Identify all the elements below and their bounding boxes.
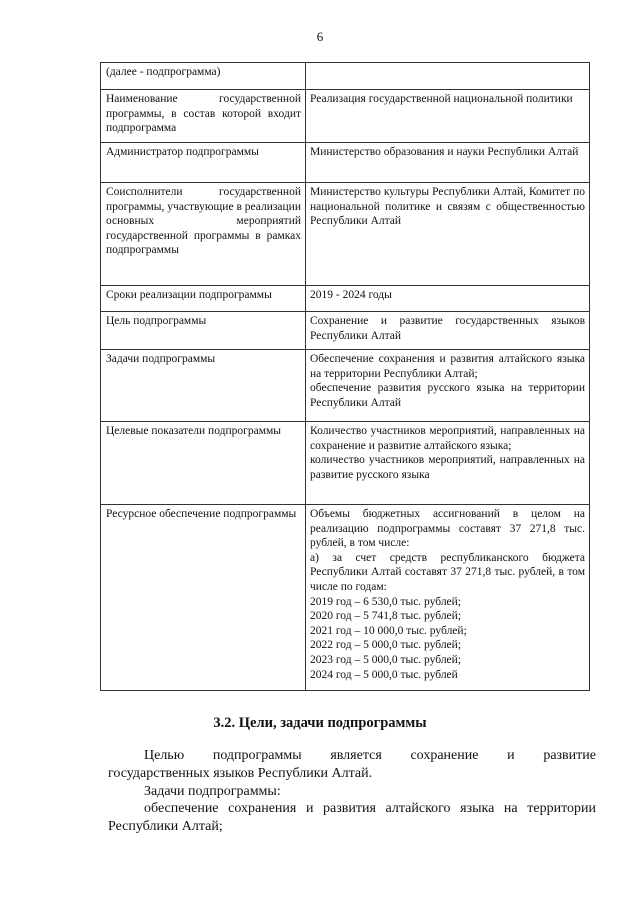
section-body xyxy=(108,747,596,836)
row-value: Сохранение и развитие государственных языков Республики Алтай xyxy=(306,312,590,350)
row-label: Целевые показатели подпрограммы xyxy=(101,422,306,505)
row-value xyxy=(306,63,590,90)
table-row xyxy=(101,350,590,422)
row-value: 2019 - 2024 годы xyxy=(306,286,590,312)
row-label: Цель подпрограммы xyxy=(101,312,306,350)
row-value: Обеспечение сохранения и развития алтайского языка на территории Республики Алтай; обеспечение развития русского языка на территории Республики Алтай xyxy=(306,350,590,422)
row-value: Министерство культуры Республики Алтай, Комитет по национальной политике и связям с общественностью Республики Алтай xyxy=(306,183,590,286)
row-label: Соисполнители государственной программы, участвующие в реализации основных мероприятий государственной программы в рамках подпрограммы xyxy=(101,183,306,286)
row-label: Администратор подпрограммы xyxy=(101,143,306,183)
paragraph-line: Республики Алтай; xyxy=(108,819,223,835)
table-row xyxy=(101,183,590,286)
row-label: (далее - подпрограмма) xyxy=(101,63,306,90)
row-value: Министерство образования и науки Республики Алтай xyxy=(306,143,590,183)
paragraph-line: государственных языков Республики Алтай. xyxy=(108,765,373,781)
paragraph-line: обеспечение сохранения и развития алтайского языка на территории xyxy=(144,801,596,817)
table-row xyxy=(101,63,590,90)
row-label: Наименование государственной программы, в состав которой входит подпрограмма xyxy=(101,90,306,143)
table-row xyxy=(101,143,590,183)
table-row xyxy=(101,90,590,143)
row-value: Объемы бюджетных ассигнований в целом на реализацию подпрограммы составят 37 271,8 тыс. рублей, в том числе: а) за счет средств республиканского бюджета Республики Алтай составят 37 271,8 тыс. рублей, в том числе по годам: 2019 год – 6 530,0 тыс. рублей; 2020 год – 5 741,8 тыс. рублей; 2021 год – 10 000,0 тыс. рублей; 2022 год – 5 000,0 тыс. рублей; 2023 год – 5 000,0 тыс. рублей; 2024 год – 5 000,0 тыс. рублей xyxy=(306,505,590,691)
row-value: Реализация государственной национальной политики xyxy=(306,90,590,143)
row-label: Ресурсное обеспечение подпрограммы xyxy=(101,505,306,691)
row-label: Сроки реализации подпрограммы xyxy=(101,286,306,312)
subprogram-passport-table xyxy=(100,62,590,691)
table-row xyxy=(101,286,590,312)
section-heading: 3.2. Цели, задачи подпрограммы xyxy=(213,715,427,731)
page-number: 6 xyxy=(316,29,324,44)
table-row xyxy=(101,312,590,350)
paragraph-line: Задачи подпрограммы: xyxy=(144,783,281,799)
row-label: Задачи подпрограммы xyxy=(101,350,306,422)
table-row xyxy=(101,422,590,505)
row-value: Количество участников мероприятий, направленных на сохранение и развитие алтайского языка; количество участников мероприятий, направленных на развитие русского языка xyxy=(306,422,590,505)
table-row xyxy=(101,505,590,691)
paragraph-line: Целью подпрограммы является сохранение и развитие xyxy=(144,748,596,763)
